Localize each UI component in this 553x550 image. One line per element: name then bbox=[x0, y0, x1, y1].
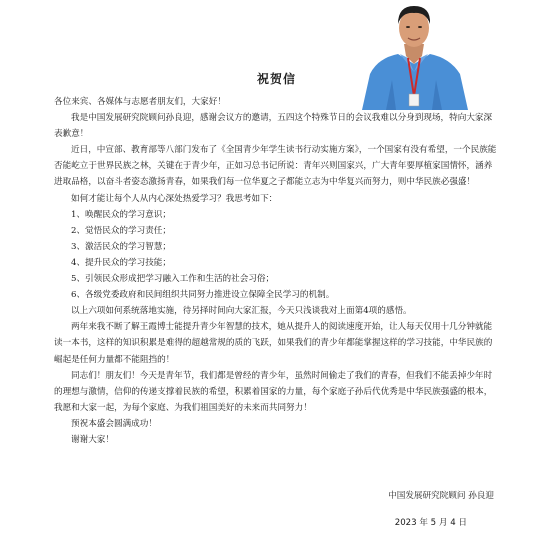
list-item: 1、唤醒民众的学习意识； bbox=[71, 209, 171, 220]
signature: 中国发展研究院顾问 孙良迎 bbox=[388, 491, 494, 501]
letter-body bbox=[54, 94, 498, 448]
closing-wish: 预祝本盛会圆满成功！ bbox=[71, 418, 157, 429]
list-item: 2、觉悟民众的学习责任； bbox=[71, 225, 171, 236]
paragraph-reading-plan: 近日，中宣部、教育部等八部门发布了《全国青少年学生读书行动实施方案》，一个国家有没有希望，一个民族能否能屹立于世界民族之林，关键在于青少年，正如习总书记所说：青年兴则国家兴，广大青年要厚植家国情怀，涵养进取品格，以奋斗者姿态激扬青春，如果我们每一位华夏之子都能立志为中华复兴而努力，则中华民族必强盛！ bbox=[54, 145, 497, 188]
letter-date: 2023 年 5 月 4 日 bbox=[394, 518, 467, 528]
list-item: 4、提升民众的学习技能； bbox=[71, 257, 171, 268]
paragraph-technology: 两年来我不断了解王霞博士能提升青少年智慧的技术，她从提升人的阅读速度开始，让人每天仅用十几分钟就能读一本书，这样的知识积累是难得的超越常规的质的飞跃，如果我们的青少年都能掌握这样的学习技能，中华民族的崛起是任何力量都不能阻挡的！ bbox=[54, 322, 493, 365]
list-item: 6、各级党委政府和民间组织共同努力推进设立保障全民学习的机制。 bbox=[71, 290, 335, 301]
list-item: 3、激活民众的学习智慧； bbox=[71, 241, 171, 252]
paragraph-implementation: 以上六项如何系统落地实施，待另择时间向大家汇报，今天只浅谈我对上面第4项的感悟。 bbox=[71, 306, 412, 317]
paragraph-question: 如何才能让每个人从内心深处热爱学习？我思考如下： bbox=[71, 193, 278, 204]
paragraph-intro: 我是中国发展研究院顾问孙良迎，感谢会议方的邀请，五四这个特殊节日的会议我难以分身到现场，特向大家深表歉意！ bbox=[54, 113, 493, 140]
closing-thanks: 谢谢大家！ bbox=[71, 434, 114, 445]
paragraph-youth-day: 同志们！朋友们！今天是青年节，我们都是曾经的青少年，虽然时间偷走了我们的青春，但我们不能丢掉少年时的理想与激情，信仰的传递支撑着民族的希望，积累着国家的力量，每个家庭子孙后代优秀是中华民族强盛的根本，我愿和大家一起，为每个家庭、为我们祖国美好的未来而共同努力！ bbox=[54, 370, 493, 413]
list-item: 5、引领民众形成把学习融入工作和生活的社会习俗； bbox=[71, 274, 275, 285]
letter-title: 祝贺信 bbox=[256, 72, 296, 86]
greeting: 各位来宾、各媒体与志愿者朋友们，大家好！ bbox=[54, 97, 226, 107]
